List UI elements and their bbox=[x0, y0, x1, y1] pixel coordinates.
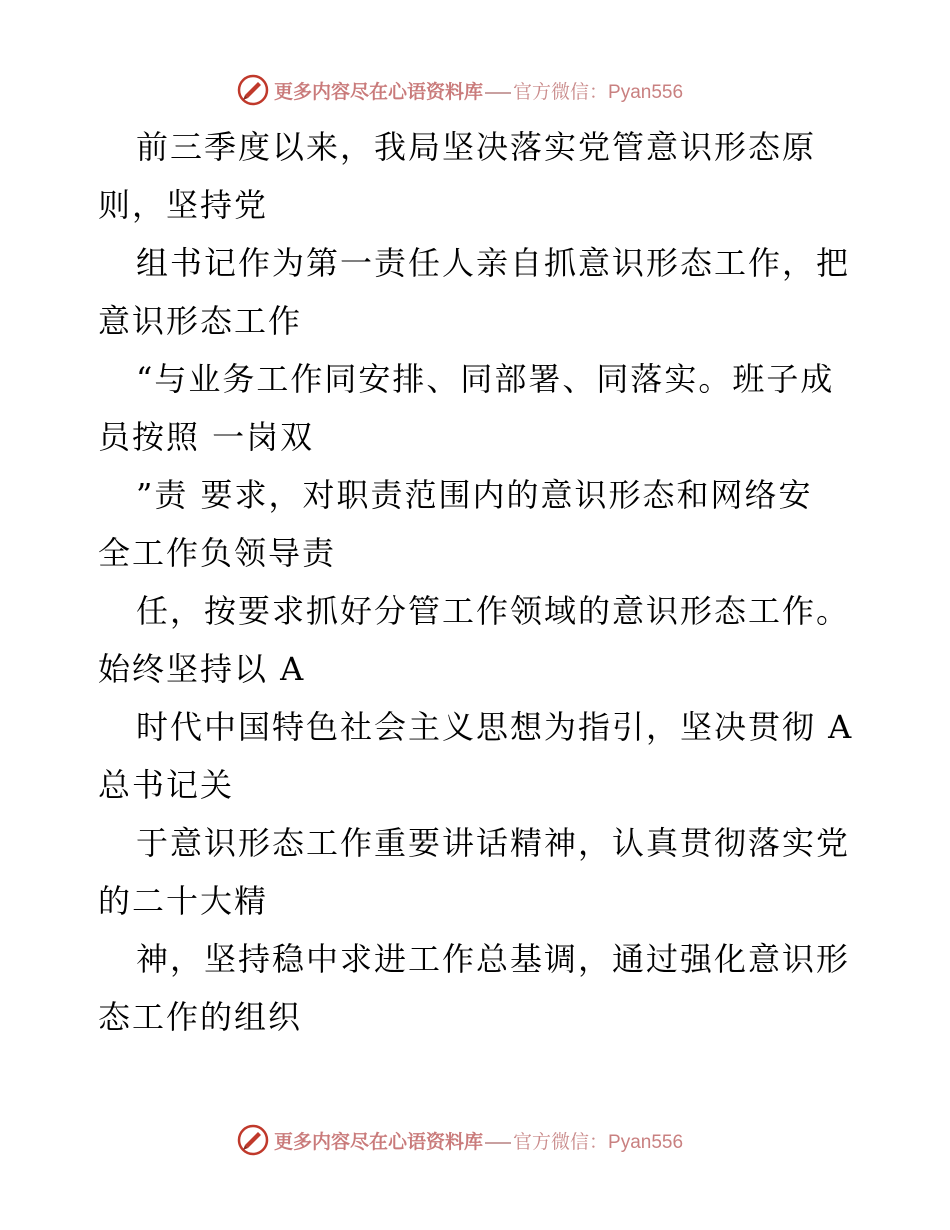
paragraph-line: 始终坚持以 A bbox=[98, 650, 306, 688]
header-watermark bbox=[236, 72, 716, 108]
paragraph-line: “与业务工作同安排、同部署、同落实。班子成 bbox=[136, 360, 835, 398]
paragraph-line: 神，坚持稳中求进工作总基调，通过强化意识形 bbox=[136, 940, 851, 978]
paragraph-line: 前三季度以来，我局坚决落实党管意识形态原 bbox=[136, 128, 817, 166]
paragraph-line: 态工作的组织 bbox=[98, 998, 303, 1036]
paragraph-line: 于意识形态工作重要讲话精神，认真贯彻落实党 bbox=[136, 824, 851, 862]
red-seal-pen-icon bbox=[236, 1123, 270, 1157]
paragraph-line: 总书记关 bbox=[98, 766, 235, 804]
document-body bbox=[98, 118, 858, 1046]
paragraph-line: 员按照 一岗双 bbox=[98, 418, 315, 456]
paragraph-line: 意识形态工作 bbox=[98, 302, 303, 340]
red-seal-pen-icon bbox=[236, 73, 270, 107]
paragraph-line: 时代中国特色社会主义思想为指引，坚决贯彻 A bbox=[136, 708, 854, 746]
watermark-text: 更多内容尽在心语资料库 官方微信：Pyan556 bbox=[274, 1130, 684, 1153]
watermark-text: 更多内容尽在心语资料库 官方微信：Pyan556 bbox=[274, 80, 684, 103]
paragraph-line: ”责 要求，对职责范围内的意识形态和网络安 bbox=[136, 476, 813, 514]
paragraph-line: 的二十大精 bbox=[98, 882, 269, 920]
paragraph-line: 则，坚持党 bbox=[98, 186, 269, 224]
footer-watermark bbox=[236, 1122, 716, 1158]
paragraph-line: 全工作负领导责 bbox=[98, 534, 337, 572]
paragraph-line: 组书记作为第一责任人亲自抓意识形态工作，把 bbox=[136, 244, 851, 282]
paragraph-line: 任，按要求抓好分管工作领域的意识形态工作。 bbox=[136, 592, 851, 630]
